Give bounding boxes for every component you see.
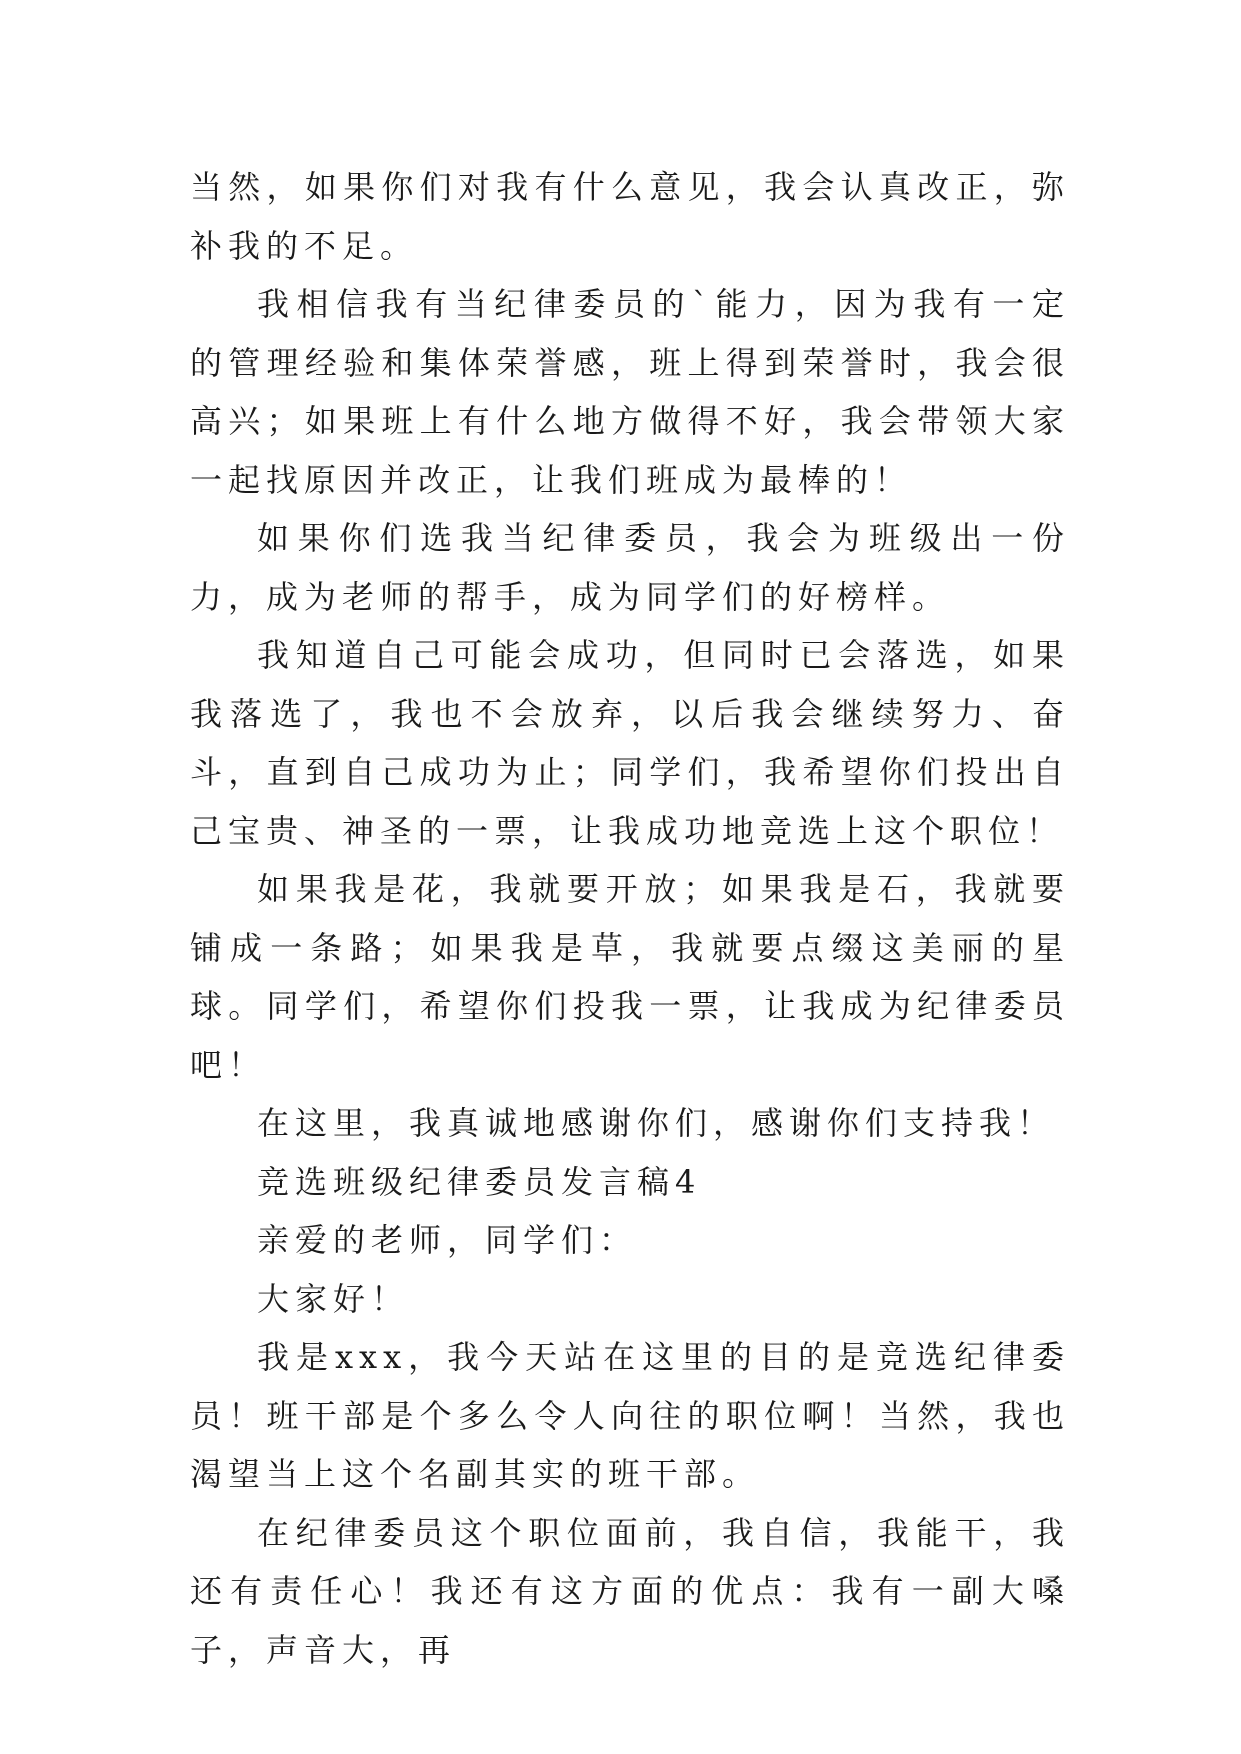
paragraph-6: 在这里，我真诚地感谢你们，感谢你们支持我！ [257, 1104, 1056, 1142]
paragraph-4: 我知道自己可能会成功，但同时已会落选，如果我落选了，我也不会放弃，以后我会继续努力、奋斗，直到自己成功为止；同学们，我希望你们投出自己宝贵、神圣的一票，让我成功地竞选上这个职位！ [190, 636, 1070, 850]
paragraph-2: 我相信我有当纪律委员的`能力，因为我有一定的管理经验和集体荣誉感，班上得到荣誉时，我会很高兴；如果班上有什么地方做得不好，我会带领大家一起找原因并改正，让我们班成为最棒的！ [190, 285, 1070, 499]
paragraph-10: 我是xxx，我今天站在这里的目的是竞选纪律委员！班干部是个多么令人向往的职位啊！当然，我也渴望当上这个名副其实的班干部。 [190, 1338, 1070, 1493]
paragraph-3: 如果你们选我当纪律委员，我会为班级出一份力，成为老师的帮手，成为同学们的好榜样。 [190, 519, 1070, 616]
document-page [190, 158, 1070, 1679]
section-heading: 竞选班级纪律委员发言稿4 [257, 1162, 702, 1201]
paragraph-11: 在纪律委员这个职位面前，我自信，我能干，我还有责任心！我还有这方面的优点：我有一副大嗓子，声音大，再 [190, 1513, 1070, 1669]
greeting: 大家好！ [257, 1279, 410, 1318]
paragraph-5: 如果我是花，我就要开放；如果我是石，我就要铺成一条路；如果我是草，我就要点缀这美丽的星球。同学们，希望你们投我一票，让我成为纪律委员吧！ [190, 870, 1070, 1084]
paragraph-1: 当然，如果你们对我有什么意见，我会认真改正，弥补我的不足。 [190, 168, 1070, 265]
salutation: 亲爱的老师，同学们： [257, 1221, 638, 1259]
